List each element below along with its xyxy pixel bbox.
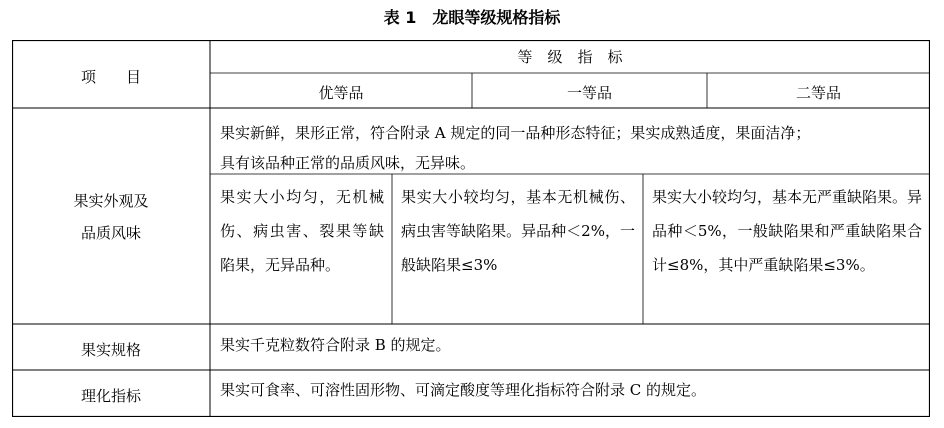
- table-number: 表 1: [383, 8, 417, 27]
- size-requirement: 果实千克粒数符合附录 B 的规定。: [220, 336, 451, 354]
- row-label-appearance: [12, 188, 210, 246]
- second-grade-spec: 果实大小较均匀，基本无严重缺陷果。异品种＜5%，一般缺陷果和严重缺陷果合计≤8%，其中严重缺陷果≤3%。: [652, 188, 923, 274]
- grade-spec-table: [12, 40, 930, 417]
- common-requirement: [220, 118, 930, 178]
- grade-second-header: 二等品: [795, 84, 841, 102]
- item-header: 项 目: [80, 68, 141, 86]
- grade-header: 等 级 指 标: [517, 48, 623, 66]
- table-title: [0, 6, 944, 30]
- table-title-text: 龙眼等级规格指标: [432, 8, 561, 27]
- row-label-size: 果实规格: [80, 341, 141, 359]
- common-requirement-line1: 果实新鲜，果形正常，符合附录 A 规定的同一品种形态特征；果实成熟适度，果面洁净；: [220, 124, 811, 142]
- row-label-physicochemical: 理化指标: [80, 387, 141, 405]
- common-requirement-line2: 具有该品种正常的品质风味，无异味。: [220, 154, 476, 172]
- grade-first-header: 一等品: [566, 84, 612, 102]
- grade-superior-header: 优等品: [318, 84, 364, 102]
- first-grade-spec: 果实大小较均匀，基本无机械伤、病虫害等缺陷果。异品种＜2%，一般缺陷果≤3%: [401, 188, 635, 274]
- row-label-appearance-line2: 品质风味: [80, 224, 141, 242]
- row-label-appearance-line1: 果实外观及: [73, 192, 149, 210]
- superior-grade-spec: 果实大小均匀，无机械伤、病虫害、裂果等缺陷果，无异品种。: [220, 188, 384, 274]
- physicochemical-requirement: 果实可食率、可溶性固形物、可滴定酸度等理化指标符合附录 C 的规定。: [220, 381, 707, 399]
